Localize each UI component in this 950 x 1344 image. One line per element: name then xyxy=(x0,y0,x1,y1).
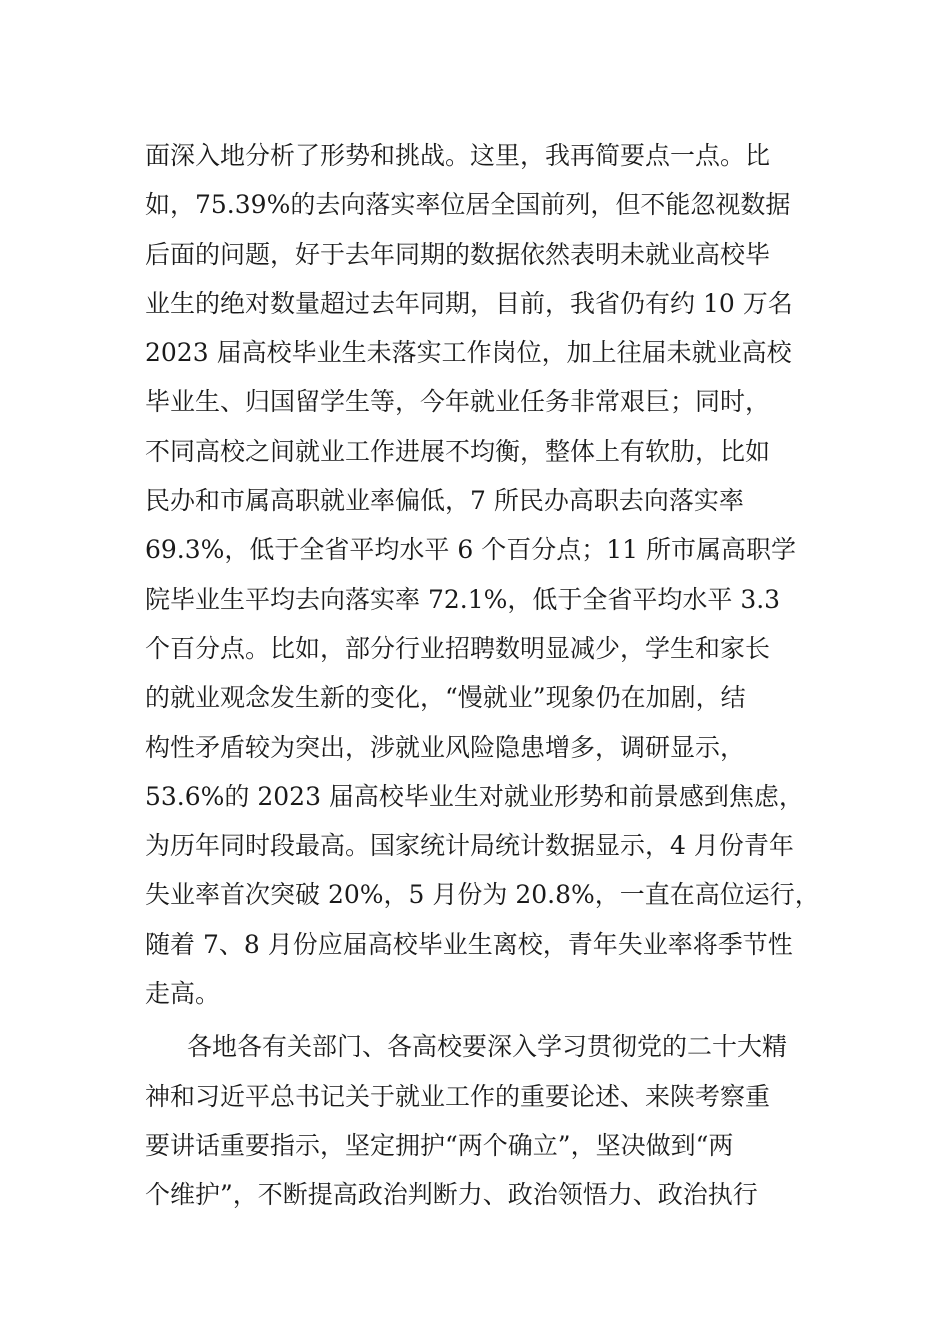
text-line: 69.3%，低于全省平均水平 6 个百分点；11 所市属高职学 xyxy=(145,535,796,565)
text-line: 随着 7、8 月份应届高校毕业生离校，青年失业率将季节性 xyxy=(145,929,793,959)
text-line: 为历年同时段最高。国家统计局统计数据显示，4 月份青年 xyxy=(145,831,794,861)
text-line: 构性矛盾较为突出，涉就业风险隐患增多，调研显示， xyxy=(145,732,746,762)
text-line: 神和习近平总书记关于就业工作的重要论述、来陕考察重 xyxy=(145,1081,771,1111)
text-line: 走高。 xyxy=(145,979,221,1009)
text-line: 53.6%的 2023 届高校毕业生对就业形势和前景感到焦虑， xyxy=(145,781,804,811)
paragraph-2 xyxy=(145,1022,825,1219)
text-line: 不同高校之间就业工作进展不均衡，整体上有软肋，比如 xyxy=(145,436,771,466)
body-text xyxy=(145,131,825,1220)
text-line: 毕业生、归国留学生等，今年就业任务非常艰巨；同时， xyxy=(145,387,771,417)
text-line: 业生的绝对数量超过去年同期，目前，我省仍有约 10 万名 xyxy=(145,288,793,318)
text-line: 各地各有关部门、各高校要深入学习贯彻党的二十大精 xyxy=(187,1032,788,1062)
text-line: 如，75.39%的去向落实率位居全国前列，但不能忽视数据 xyxy=(145,190,791,220)
text-line: 面深入地分析了形势和挑战。这里，我再简要点一点。比 xyxy=(145,141,771,170)
text-line: 民办和市属高职就业率偏低，7 所民办高职去向落实率 xyxy=(145,486,744,516)
text-line: 院毕业生平均去向落实率 72.1%，低于全省平均水平 3.3 xyxy=(145,584,781,614)
text-line: 2023 届高校毕业生未落实工作岗位，加上往届未就业高校 xyxy=(145,338,792,368)
text-line: 要讲话重要指示，坚定拥护“两个确立”，坚决做到“两 xyxy=(145,1130,734,1160)
text-line: 的就业观念发生新的变化，“慢就业”现象仍在加剧，结 xyxy=(145,683,746,713)
text-line: 失业率首次突破 20%，5 月份为 20.8%，一直在高位运行， xyxy=(145,880,820,910)
text-line: 个维护”，不断提高政治判断力、政治领悟力、政治执行 xyxy=(145,1180,758,1210)
text-line: 个百分点。比如，部分行业招聘数明显减少，学生和家长 xyxy=(145,633,771,663)
paragraph-1 xyxy=(145,131,825,1018)
text-line: 后面的问题，好于去年同期的数据依然表明未就业高校毕 xyxy=(145,239,771,269)
